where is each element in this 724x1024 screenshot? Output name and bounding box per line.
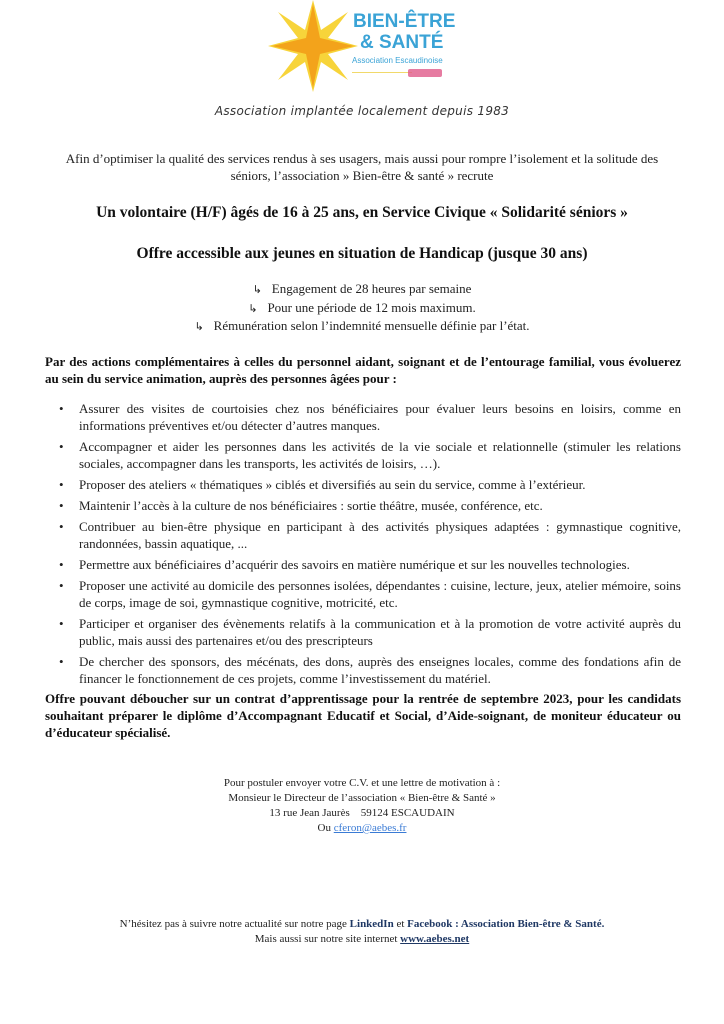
- logo-name-line1: BIEN-ÊTRE: [353, 11, 456, 32]
- list-item: • Participer et organiser des évènements relatifs à la communication et à la promotion de votre activité auprès du public, mais aussi des partenaires et/ou des prescripteurs: [59, 616, 681, 648]
- contact-line: Monsieur le Directeur de l’association « Bien-être & Santé »: [228, 792, 496, 804]
- arrow-icon: ↳: [194, 320, 204, 333]
- description: Par des actions complémentaires à celles du personnel aidant, soignant et de l’entourage familial, vous évoluerez au sein du service animation, auprès des personnes âgées pour :: [45, 354, 681, 386]
- list-item: • Contribuer au bien-être physique en participant à des activités physiques adaptées : gymnastique cognitive, randonnées, bassin aquatique, ...: [59, 519, 681, 551]
- missions-list: [45, 400, 681, 691]
- offer-title: Un volontaire (H/F) âgés de 16 à 25 ans, en Service Civique « Solidarité séniors »: [96, 204, 628, 221]
- list-item: • Permettre aux bénéficiaires d’acquérir des savoirs en matière numérique et sur les nouvelles technologies.: [59, 557, 630, 572]
- logo-name-line2: & SANTÉ: [360, 32, 444, 53]
- offer-subtitle: Offre accessible aux jeunes en situation de Handicap (jusque 30 ans): [136, 245, 588, 262]
- arrow-icon: ↳: [248, 301, 258, 315]
- list-item: • Maintenir l’accès à la culture de nos bénéficiaires : sortie théâtre, musée, conférence, etc.: [59, 498, 543, 513]
- or-label: Ou: [317, 822, 334, 834]
- list-item: • Proposer une activité au domicile des personnes isolées, dépendantes : cuisine, lecture, jeux, atelier mémoire, soins de corps, image de soi, gymnastique cognitive, motricité, etc.: [59, 578, 681, 610]
- email-link[interactable]: cferon@aebes.fr: [333, 822, 407, 834]
- footer-text: et: [393, 918, 408, 930]
- footer-text: Mais aussi sur notre site internet: [254, 933, 401, 945]
- list-item: • Proposer des ateliers « thématiques » ciblés et diversifiés au sein du service, comme à l’extérieur.: [59, 477, 586, 492]
- facebook-link[interactable]: Facebook : Association Bien-être & Santé.: [407, 918, 605, 930]
- arrow-icon: ↳: [252, 283, 262, 296]
- condition-item: ↳ Rémunération selon l’indemnité mensuelle définie par l’état.: [194, 318, 530, 333]
- contact-line: Pour postuler envoyer votre C.V. et une lettre de motivation à :: [223, 777, 501, 789]
- logo: [268, 0, 468, 95]
- list-item: • Assurer des visites de courtoisies chez nos bénéficiaires pour évaluer leurs besoins en loisirs, comme en informations préventives et/ou détecter d’autres manques.: [59, 401, 681, 433]
- linkedin-link[interactable]: LinkedIn: [349, 918, 394, 930]
- website-link[interactable]: www.aebes.net: [400, 933, 470, 945]
- logo-divider: [352, 72, 412, 73]
- closing-text: Offre pouvant déboucher sur un contrat d’apprentissage pour la rentrée de septembre 2023, pour les candidats souhaitant préparer le diplôme d’Accompagnant Educatif et Social, d’Aide-soignant, de moniteur éducateur ou d’éducateur spécialisé.: [45, 691, 681, 740]
- condition-item: ↳ Engagement de 28 heures par semaine: [252, 281, 472, 296]
- star-icon: [268, 0, 358, 92]
- tagline: Association implantée localement depuis 1983: [214, 104, 510, 118]
- intro-text: Afin d’optimiser la qualité des services rendus à ses usagers, mais aussi pour rompre l’isolement et la solitude des séniors, l’association » Bien-être & santé » recrute: [65, 151, 659, 183]
- footer: [0, 917, 724, 947]
- list-item: • Accompagner et aider les personnes dans les activités de la vie sociale et relationnelle (stimuler les relations sociales, accompagner dans les transports, les activités de loisirs, …).: [59, 439, 681, 471]
- conditions-list: [0, 280, 724, 336]
- footer-text: N’hésitez pas à suivre notre actualité sur notre page: [119, 918, 350, 930]
- logo-subtitle: Association Escaudinoise: [352, 56, 443, 65]
- list-item: • De chercher des sponsors, des mécénats, des dons, auprès des enseignes locales, comme des fondations afin de financer le fonctionnement de ces projets, comme l’investissement du matériel.: [59, 654, 681, 686]
- condition-item: ↳ Pour une période de 12 mois maximum.: [248, 299, 476, 315]
- contact-address: 13 rue Jean Jaurès 59124 ESCAUDAIN: [269, 807, 455, 819]
- partner-logo: [408, 69, 442, 77]
- contact-block: [0, 776, 724, 836]
